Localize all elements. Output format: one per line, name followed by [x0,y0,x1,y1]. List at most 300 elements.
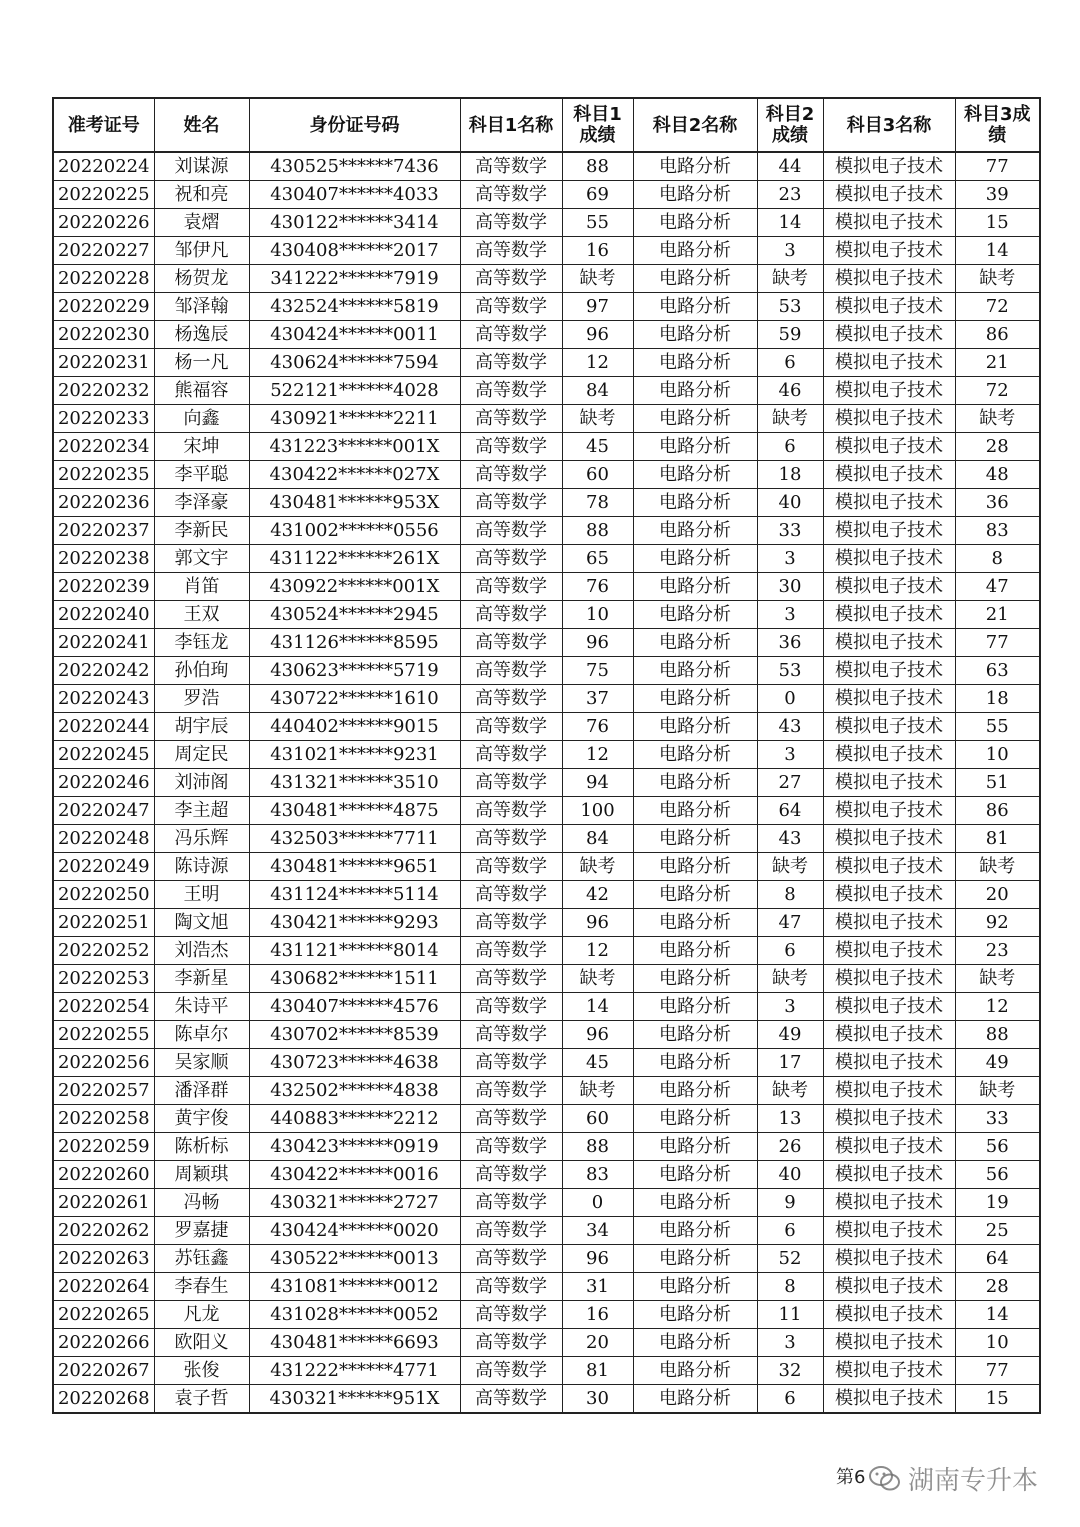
table-row [53,685,1040,713]
cell-name: 邹泽翰 [154,293,249,321]
cell-subject3-score: 19 [955,1189,1040,1217]
cell-subject1-score: 12 [562,349,633,377]
cell-name: 杨贺龙 [154,265,249,293]
table-row [53,1245,1040,1273]
cell-id-number: 341222******7919 [249,265,460,293]
cell-subject3-score: 86 [955,321,1040,349]
cell-subject1-name: 高等数学 [460,237,562,265]
cell-subject2-score: 6 [757,1217,823,1245]
table-row [53,1301,1040,1329]
cell-name: 苏钰鑫 [154,1245,249,1273]
cell-id-number: 430321******2727 [249,1189,460,1217]
cell-subject2-score: 18 [757,461,823,489]
cell-subject3-name: 模拟电子技术 [823,1301,955,1329]
cell-id-number: 430922******001X [249,573,460,601]
table-header [53,98,1040,152]
cell-subject1-score: 83 [562,1161,633,1189]
cell-subject1-score: 96 [562,909,633,937]
cell-name: 周定民 [154,741,249,769]
cell-exam-id: 20220235 [53,461,154,489]
cell-subject3-name: 模拟电子技术 [823,1245,955,1273]
cell-subject1-score: 16 [562,237,633,265]
cell-subject2-score: 23 [757,181,823,209]
cell-subject2-name: 电路分析 [633,461,757,489]
cell-exam-id: 20220256 [53,1049,154,1077]
cell-subject1-score: 96 [562,629,633,657]
cell-subject3-score: 63 [955,657,1040,685]
cell-subject3-name: 模拟电子技术 [823,853,955,881]
cell-exam-id: 20220244 [53,713,154,741]
cell-id-number: 431222******4771 [249,1357,460,1385]
cell-subject3-name: 模拟电子技术 [823,1021,955,1049]
cell-subject2-score: 43 [757,825,823,853]
cell-subject3-score: 56 [955,1161,1040,1189]
cell-subject2-name: 电路分析 [633,237,757,265]
cell-subject3-score: 缺考 [955,853,1040,881]
cell-subject1-score: 14 [562,993,633,1021]
table-row [53,909,1040,937]
cell-subject1-score: 84 [562,825,633,853]
cell-subject2-name: 电路分析 [633,993,757,1021]
cell-id-number: 430424******0020 [249,1217,460,1245]
table-row [53,657,1040,685]
cell-subject1-name: 高等数学 [460,209,562,237]
cell-exam-id: 20220230 [53,321,154,349]
table-row [53,1189,1040,1217]
cell-subject3-score: 15 [955,209,1040,237]
cell-exam-id: 20220240 [53,601,154,629]
cell-subject1-score: 96 [562,321,633,349]
cell-subject2-name: 电路分析 [633,209,757,237]
cell-subject3-name: 模拟电子技术 [823,601,955,629]
cell-subject3-name: 模拟电子技术 [823,489,955,517]
cell-subject2-name: 电路分析 [633,181,757,209]
cell-subject3-name: 模拟电子技术 [823,152,955,181]
cell-exam-id: 20220239 [53,573,154,601]
cell-subject2-name: 电路分析 [633,825,757,853]
cell-subject3-score: 36 [955,489,1040,517]
cell-subject3-score: 77 [955,1357,1040,1385]
cell-name: 张俊 [154,1357,249,1385]
cell-subject2-score: 3 [757,601,823,629]
cell-exam-id: 20220267 [53,1357,154,1385]
cell-subject1-name: 高等数学 [460,685,562,713]
cell-subject3-name: 模拟电子技术 [823,545,955,573]
cell-subject1-name: 高等数学 [460,825,562,853]
cell-subject2-score: 缺考 [757,405,823,433]
cell-subject2-name: 电路分析 [633,1329,757,1357]
cell-subject2-score: 46 [757,377,823,405]
cell-subject2-name: 电路分析 [633,1245,757,1273]
cell-id-number: 430481******953X [249,489,460,517]
cell-id-number: 432524******5819 [249,293,460,321]
cell-id-number: 431124******5114 [249,881,460,909]
cell-exam-id: 20220233 [53,405,154,433]
cell-subject2-name: 电路分析 [633,349,757,377]
cell-name: 潘泽群 [154,1077,249,1105]
cell-name: 刘谋源 [154,152,249,181]
cell-subject2-score: 8 [757,881,823,909]
cell-subject1-score: 88 [562,1133,633,1161]
cell-exam-id: 20220231 [53,349,154,377]
cell-exam-id: 20220263 [53,1245,154,1273]
cell-id-number: 432503******7711 [249,825,460,853]
cell-name: 刘沛阁 [154,769,249,797]
cell-subject1-score: 69 [562,181,633,209]
cell-subject1-score: 缺考 [562,265,633,293]
header-subject3-score: 科目3成 绩 [955,98,1040,152]
cell-id-number: 430522******0013 [249,1245,460,1273]
cell-subject3-name: 模拟电子技术 [823,769,955,797]
cell-subject2-score: 3 [757,741,823,769]
cell-subject2-name: 电路分析 [633,965,757,993]
cell-id-number: 430682******1511 [249,965,460,993]
cell-subject1-score: 37 [562,685,633,713]
cell-subject3-score: 10 [955,1329,1040,1357]
cell-subject2-name: 电路分析 [633,881,757,909]
cell-exam-id: 20220253 [53,965,154,993]
cell-subject3-name: 模拟电子技术 [823,1133,955,1161]
cell-exam-id: 20220238 [53,545,154,573]
cell-subject2-score: 40 [757,489,823,517]
table-row [53,1217,1040,1245]
cell-subject3-name: 模拟电子技术 [823,1385,955,1414]
cell-subject3-score: 47 [955,573,1040,601]
cell-exam-id: 20220249 [53,853,154,881]
cell-subject1-score: 16 [562,1301,633,1329]
table-row [53,377,1040,405]
cell-subject3-name: 模拟电子技术 [823,1049,955,1077]
cell-name: 杨逸辰 [154,321,249,349]
cell-name: 邹伊凡 [154,237,249,265]
cell-exam-id: 20220252 [53,937,154,965]
cell-id-number: 431028******0052 [249,1301,460,1329]
cell-subject3-name: 模拟电子技术 [823,965,955,993]
cell-subject2-name: 电路分析 [633,601,757,629]
cell-exam-id: 20220229 [53,293,154,321]
cell-subject2-name: 电路分析 [633,321,757,349]
table-row [53,1273,1040,1301]
cell-subject1-score: 缺考 [562,853,633,881]
cell-subject3-score: 48 [955,461,1040,489]
cell-subject3-score: 49 [955,1049,1040,1077]
watermark-text: 湖南专升本 [908,1466,1039,1496]
cell-id-number: 431002******0556 [249,517,460,545]
cell-name: 李新星 [154,965,249,993]
cell-subject1-name: 高等数学 [460,293,562,321]
cell-subject3-score: 72 [955,293,1040,321]
cell-subject1-name: 高等数学 [460,1385,562,1414]
cell-subject3-name: 模拟电子技术 [823,1077,955,1105]
cell-subject1-score: 34 [562,1217,633,1245]
cell-subject2-score: 43 [757,713,823,741]
header-row [53,98,1040,152]
cell-exam-id: 20220225 [53,181,154,209]
cell-subject3-score: 14 [955,237,1040,265]
table-row [53,825,1040,853]
cell-subject3-score: 10 [955,741,1040,769]
table-row [53,152,1040,181]
cell-subject2-name: 电路分析 [633,685,757,713]
table-row [53,853,1040,881]
cell-name: 李主超 [154,797,249,825]
cell-subject3-name: 模拟电子技术 [823,461,955,489]
cell-name: 冯乐辉 [154,825,249,853]
cell-subject3-score: 28 [955,1273,1040,1301]
cell-subject3-score: 21 [955,349,1040,377]
cell-subject1-score: 100 [562,797,633,825]
cell-exam-id: 20220262 [53,1217,154,1245]
cell-subject3-score: 18 [955,685,1040,713]
table-row [53,881,1040,909]
cell-name: 李钰龙 [154,629,249,657]
table-row [53,237,1040,265]
cell-subject3-score: 92 [955,909,1040,937]
cell-subject3-score: 77 [955,152,1040,181]
cell-subject3-name: 模拟电子技术 [823,377,955,405]
cell-subject1-name: 高等数学 [460,1105,562,1133]
table-row [53,1161,1040,1189]
cell-id-number: 430723******4638 [249,1049,460,1077]
cell-subject3-name: 模拟电子技术 [823,573,955,601]
cell-subject3-name: 模拟电子技术 [823,797,955,825]
cell-subject2-score: 52 [757,1245,823,1273]
cell-exam-id: 20220227 [53,237,154,265]
cell-subject2-score: 3 [757,1329,823,1357]
cell-subject2-name: 电路分析 [633,629,757,657]
cell-subject2-score: 27 [757,769,823,797]
cell-id-number: 430481******6693 [249,1329,460,1357]
cell-exam-id: 20220236 [53,489,154,517]
cell-subject2-score: 缺考 [757,853,823,881]
cell-subject1-score: 75 [562,657,633,685]
cell-exam-id: 20220242 [53,657,154,685]
table-row [53,1133,1040,1161]
table-row [53,769,1040,797]
cell-subject1-name: 高等数学 [460,741,562,769]
cell-subject2-score: 17 [757,1049,823,1077]
cell-subject2-score: 49 [757,1021,823,1049]
cell-subject1-score: 12 [562,741,633,769]
cell-subject3-name: 模拟电子技术 [823,1217,955,1245]
cell-subject2-name: 电路分析 [633,1385,757,1414]
cell-subject2-name: 电路分析 [633,1189,757,1217]
cell-name: 李春生 [154,1273,249,1301]
cell-id-number: 431081******0012 [249,1273,460,1301]
cell-subject3-name: 模拟电子技术 [823,1105,955,1133]
cell-subject2-score: 9 [757,1189,823,1217]
cell-subject1-name: 高等数学 [460,377,562,405]
cell-subject2-score: 26 [757,1133,823,1161]
cell-name: 王双 [154,601,249,629]
cell-subject1-score: 45 [562,433,633,461]
cell-name: 凡龙 [154,1301,249,1329]
cell-subject1-score: 30 [562,1385,633,1414]
header-subject1-score: 科目1 成绩 [562,98,633,152]
cell-subject3-name: 模拟电子技术 [823,209,955,237]
table-row [53,405,1040,433]
cell-subject1-name: 高等数学 [460,1161,562,1189]
cell-subject1-name: 高等数学 [460,1329,562,1357]
cell-subject2-score: 32 [757,1357,823,1385]
cell-subject2-name: 电路分析 [633,489,757,517]
cell-subject1-name: 高等数学 [460,1273,562,1301]
cell-subject2-score: 6 [757,1385,823,1414]
cell-subject3-name: 模拟电子技术 [823,405,955,433]
cell-name: 陈诗源 [154,853,249,881]
cell-subject3-name: 模拟电子技术 [823,685,955,713]
cell-id-number: 431321******3510 [249,769,460,797]
cell-subject2-name: 电路分析 [633,909,757,937]
cell-exam-id: 20220246 [53,769,154,797]
cell-subject1-score: 缺考 [562,965,633,993]
cell-subject1-name: 高等数学 [460,573,562,601]
cell-subject1-name: 高等数学 [460,601,562,629]
cell-id-number: 430624******7594 [249,349,460,377]
cell-subject2-name: 电路分析 [633,405,757,433]
cell-id-number: 430722******1610 [249,685,460,713]
cell-subject3-score: 8 [955,545,1040,573]
cell-subject3-name: 模拟电子技术 [823,293,955,321]
cell-subject3-score: 缺考 [955,1077,1040,1105]
cell-subject3-score: 88 [955,1021,1040,1049]
cell-name: 郭文宇 [154,545,249,573]
cell-subject3-score: 56 [955,1133,1040,1161]
cell-subject1-name: 高等数学 [460,1357,562,1385]
cell-subject1-name: 高等数学 [460,1133,562,1161]
cell-subject2-score: 6 [757,937,823,965]
cell-subject2-name: 电路分析 [633,1105,757,1133]
cell-subject3-score: 33 [955,1105,1040,1133]
cell-exam-id: 20220268 [53,1385,154,1414]
cell-subject2-score: 缺考 [757,1077,823,1105]
cell-id-number: 430423******0919 [249,1133,460,1161]
header-subject2-score: 科目2 成绩 [757,98,823,152]
cell-subject2-name: 电路分析 [633,545,757,573]
cell-exam-id: 20220232 [53,377,154,405]
cell-subject2-name: 电路分析 [633,152,757,181]
cell-id-number: 430481******4875 [249,797,460,825]
cell-subject3-name: 模拟电子技术 [823,657,955,685]
cell-exam-id: 20220260 [53,1161,154,1189]
cell-subject1-name: 高等数学 [460,349,562,377]
cell-subject2-name: 电路分析 [633,517,757,545]
cell-subject2-score: 36 [757,629,823,657]
cell-subject3-name: 模拟电子技术 [823,181,955,209]
cell-subject3-score: 12 [955,993,1040,1021]
table-row [53,1049,1040,1077]
cell-exam-id: 20220264 [53,1273,154,1301]
cell-subject2-name: 电路分析 [633,1161,757,1189]
cell-subject1-score: 88 [562,152,633,181]
cell-subject2-score: 缺考 [757,965,823,993]
cell-name: 陈卓尔 [154,1021,249,1049]
table-row [53,797,1040,825]
cell-id-number: 431121******8014 [249,937,460,965]
cell-name: 孙伯珣 [154,657,249,685]
cell-name: 冯畅 [154,1189,249,1217]
cell-subject3-score: 15 [955,1385,1040,1414]
cell-subject1-name: 高等数学 [460,629,562,657]
cell-name: 袁子哲 [154,1385,249,1414]
cell-subject3-name: 模拟电子技术 [823,1161,955,1189]
cell-subject2-score: 14 [757,209,823,237]
cell-subject3-name: 模拟电子技术 [823,881,955,909]
cell-name: 胡宇辰 [154,713,249,741]
cell-subject1-name: 高等数学 [460,1245,562,1273]
table-row [53,1077,1040,1105]
cell-subject1-name: 高等数学 [460,181,562,209]
header-name: 姓名 [154,98,249,152]
table-row [53,937,1040,965]
cell-exam-id: 20220266 [53,1329,154,1357]
cell-subject1-score: 60 [562,1105,633,1133]
cell-subject2-score: 47 [757,909,823,937]
cell-subject2-name: 电路分析 [633,713,757,741]
cell-subject2-score: 缺考 [757,265,823,293]
cell-subject2-score: 0 [757,685,823,713]
cell-subject2-score: 59 [757,321,823,349]
cell-name: 刘浩杰 [154,937,249,965]
cell-subject2-score: 44 [757,152,823,181]
cell-subject2-score: 40 [757,1161,823,1189]
cell-subject1-name: 高等数学 [460,937,562,965]
cell-subject1-score: 10 [562,601,633,629]
cell-subject1-score: 12 [562,937,633,965]
cell-subject1-score: 20 [562,1329,633,1357]
cell-subject1-name: 高等数学 [460,1189,562,1217]
cell-exam-id: 20220255 [53,1021,154,1049]
table-row [53,433,1040,461]
table-row [53,741,1040,769]
cell-subject1-score: 84 [562,377,633,405]
table-body [53,152,1040,1413]
cell-exam-id: 20220247 [53,797,154,825]
table-row [53,1329,1040,1357]
cell-name: 黄宇俊 [154,1105,249,1133]
cell-subject1-name: 高等数学 [460,1301,562,1329]
cell-subject2-name: 电路分析 [633,1273,757,1301]
cell-subject1-score: 缺考 [562,1077,633,1105]
cell-id-number: 430524******2945 [249,601,460,629]
cell-subject1-name: 高等数学 [460,405,562,433]
header-subject1-name: 科目1名称 [460,98,562,152]
cell-id-number: 430321******951X [249,1385,460,1414]
cell-subject2-name: 电路分析 [633,853,757,881]
cell-id-number: 430921******2211 [249,405,460,433]
cell-name: 李泽豪 [154,489,249,517]
cell-subject1-score: 78 [562,489,633,517]
cell-id-number: 430407******4033 [249,181,460,209]
cell-id-number: 522121******4028 [249,377,460,405]
table-row [53,321,1040,349]
cell-subject3-score: 83 [955,517,1040,545]
cell-subject3-name: 模拟电子技术 [823,937,955,965]
page-number: 第6 [836,1467,866,1488]
cell-exam-id: 20220245 [53,741,154,769]
cell-subject1-name: 高等数学 [460,993,562,1021]
cell-subject3-score: 39 [955,181,1040,209]
table-row [53,993,1040,1021]
cell-subject2-name: 电路分析 [633,1301,757,1329]
cell-name: 袁熠 [154,209,249,237]
cell-exam-id: 20220237 [53,517,154,545]
cell-id-number: 440402******9015 [249,713,460,741]
cell-subject1-name: 高等数学 [460,909,562,937]
cell-subject3-score: 64 [955,1245,1040,1273]
cell-subject2-score: 53 [757,657,823,685]
cell-subject3-name: 模拟电子技术 [823,1357,955,1385]
